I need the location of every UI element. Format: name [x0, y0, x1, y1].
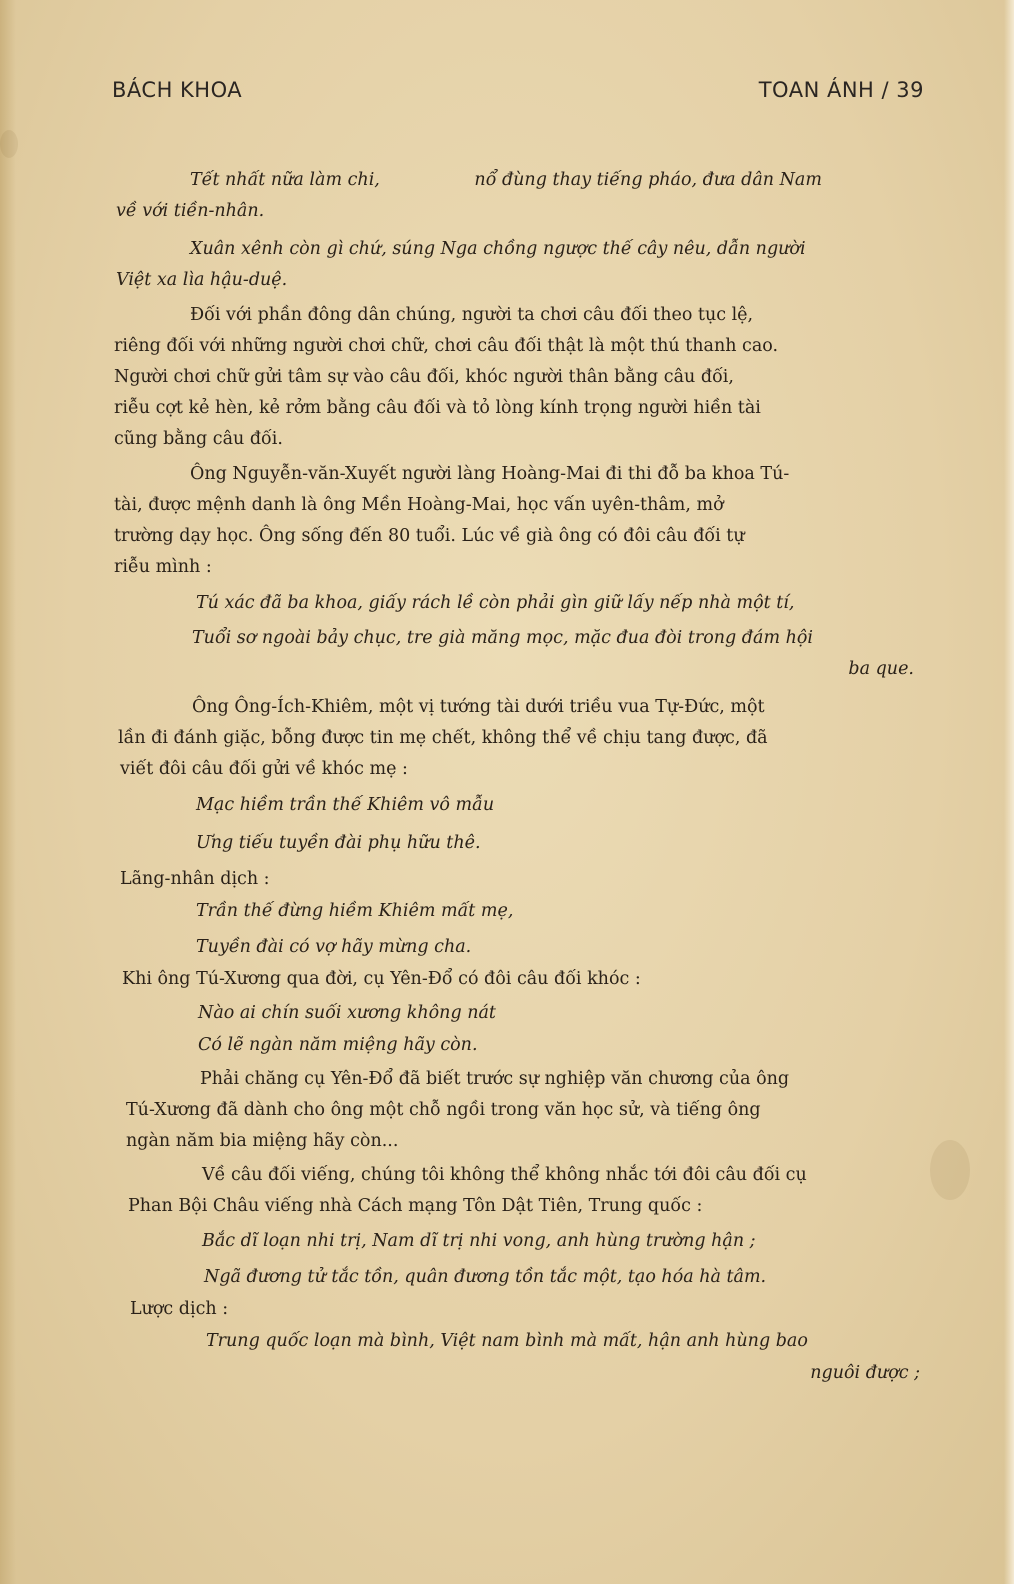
text-line: Bắc dĩ loạn nhi trị, Nam dĩ trị nhi vong, anh hùng trường hận ; — [202, 1231, 756, 1251]
text-line: Có lẽ ngàn năm miệng hãy còn. — [198, 1035, 478, 1055]
text-line: riễu cợt kẻ hèn, kẻ rởm bằng câu đối và tỏ lòng kính trọng người hiền tài — [114, 398, 761, 418]
text-line: Xuân xênh còn gì chứ, súng Nga chồng ngược thế cây nêu, dẫn người — [190, 239, 806, 259]
text-line: Việt xa lìa hậu-duệ. — [116, 270, 288, 290]
text-line: Tết nhất nữa làm chi, nổ đùng thay tiếng pháo, đưa dân Nam — [190, 170, 822, 190]
text-line: Tú xác đã ba khoa, giấy rách lề còn phải gìn giữ lấy nếp nhà một tí, — [196, 593, 795, 613]
text-line: Trần thế đừng hiềm Khiêm mất mẹ, — [196, 901, 514, 921]
paper-stain — [0, 130, 18, 158]
text-line: Phan Bội Châu viếng nhà Cách mạng Tôn Dật Tiên, Trung quốc : — [128, 1196, 703, 1216]
text-line: Lãng-nhân dịch : — [120, 869, 270, 889]
text-line: Ngã đương tử tắc tồn, quân đương tồn tắc một, tạo hóa hà tâm. — [204, 1267, 767, 1287]
text-line: Đối với phần đông dân chúng, người ta chơi câu đối theo tục lệ, — [190, 305, 754, 325]
text-line: lần đi đánh giặc, bỗng được tin mẹ chết, không thể về chịu tang được, đã — [118, 728, 768, 748]
journal-title: BÁCH KHOA — [112, 78, 243, 102]
text-line: nguôi được ; — [810, 1363, 920, 1383]
text-line: Về câu đối viếng, chúng tôi không thể không nhắc tới đôi câu đối cụ — [202, 1165, 807, 1185]
running-header — [112, 78, 924, 108]
text-line: Tuyền đài có vợ hãy mừng cha. — [196, 937, 472, 957]
text-line: riêng đối với những người chơi chữ, chơi câu đối thật là một thú thanh cao. — [114, 336, 779, 356]
text-line: Ông Nguyễn-văn-Xuyết người làng Hoàng-Mai đi thi đỗ ba khoa Tú- — [190, 464, 790, 484]
text-line: Mạc hiềm trần thế Khiêm vô mẫu — [196, 795, 495, 815]
text-line: Nào ai chín suối xương không nát — [198, 1003, 496, 1023]
text-line: trường dạy học. Ông sống đến 80 tuổi. Lúc về già ông có đôi câu đối tự — [114, 526, 745, 546]
text-line: Tú-Xương đã dành cho ông một chỗ ngồi trong văn học sử, và tiếng ông — [126, 1100, 761, 1120]
text-line: cũng bằng câu đối. — [114, 429, 283, 449]
text-line: Phải chăng cụ Yên-Đổ đã biết trước sự nghiệp văn chương của ông — [200, 1069, 790, 1089]
text-line: Khi ông Tú-Xương qua đời, cụ Yên-Đổ có đôi câu đối khóc : — [122, 969, 641, 989]
text-line: tài, được mệnh danh là ông Mền Hoàng-Mai, học vấn uyên-thâm, mở — [114, 495, 724, 515]
text-line: ngàn năm bia miệng hãy còn... — [126, 1131, 399, 1151]
text-line: viết đôi câu đối gửi về khóc mẹ : — [120, 759, 408, 779]
text-line: riễu mình : — [114, 557, 212, 577]
text-line: về với tiền-nhân. — [116, 201, 265, 221]
author-page-number: TOAN ÁNH / 39 — [758, 78, 924, 102]
text-line: Tuổi sơ ngoài bảy chục, tre già măng mọc, mặc đua đòi trong đám hội — [192, 628, 814, 648]
text-line: Ông Ông-Ích-Khiêm, một vị tướng tài dưới triều vua Tự-Đức, một — [192, 697, 765, 717]
text-line: Người chơi chữ gửi tâm sự vào câu đối, khóc người thân bằng câu đối, — [114, 367, 734, 387]
text-line: Ưng tiếu tuyền đài phụ hữu thê. — [196, 833, 481, 853]
text-line: ba que. — [848, 659, 914, 679]
text-line: Lược dịch : — [130, 1299, 229, 1319]
text-line: Trung quốc loạn mà bình, Việt nam bình mà mất, hận anh hùng bao — [206, 1331, 808, 1351]
